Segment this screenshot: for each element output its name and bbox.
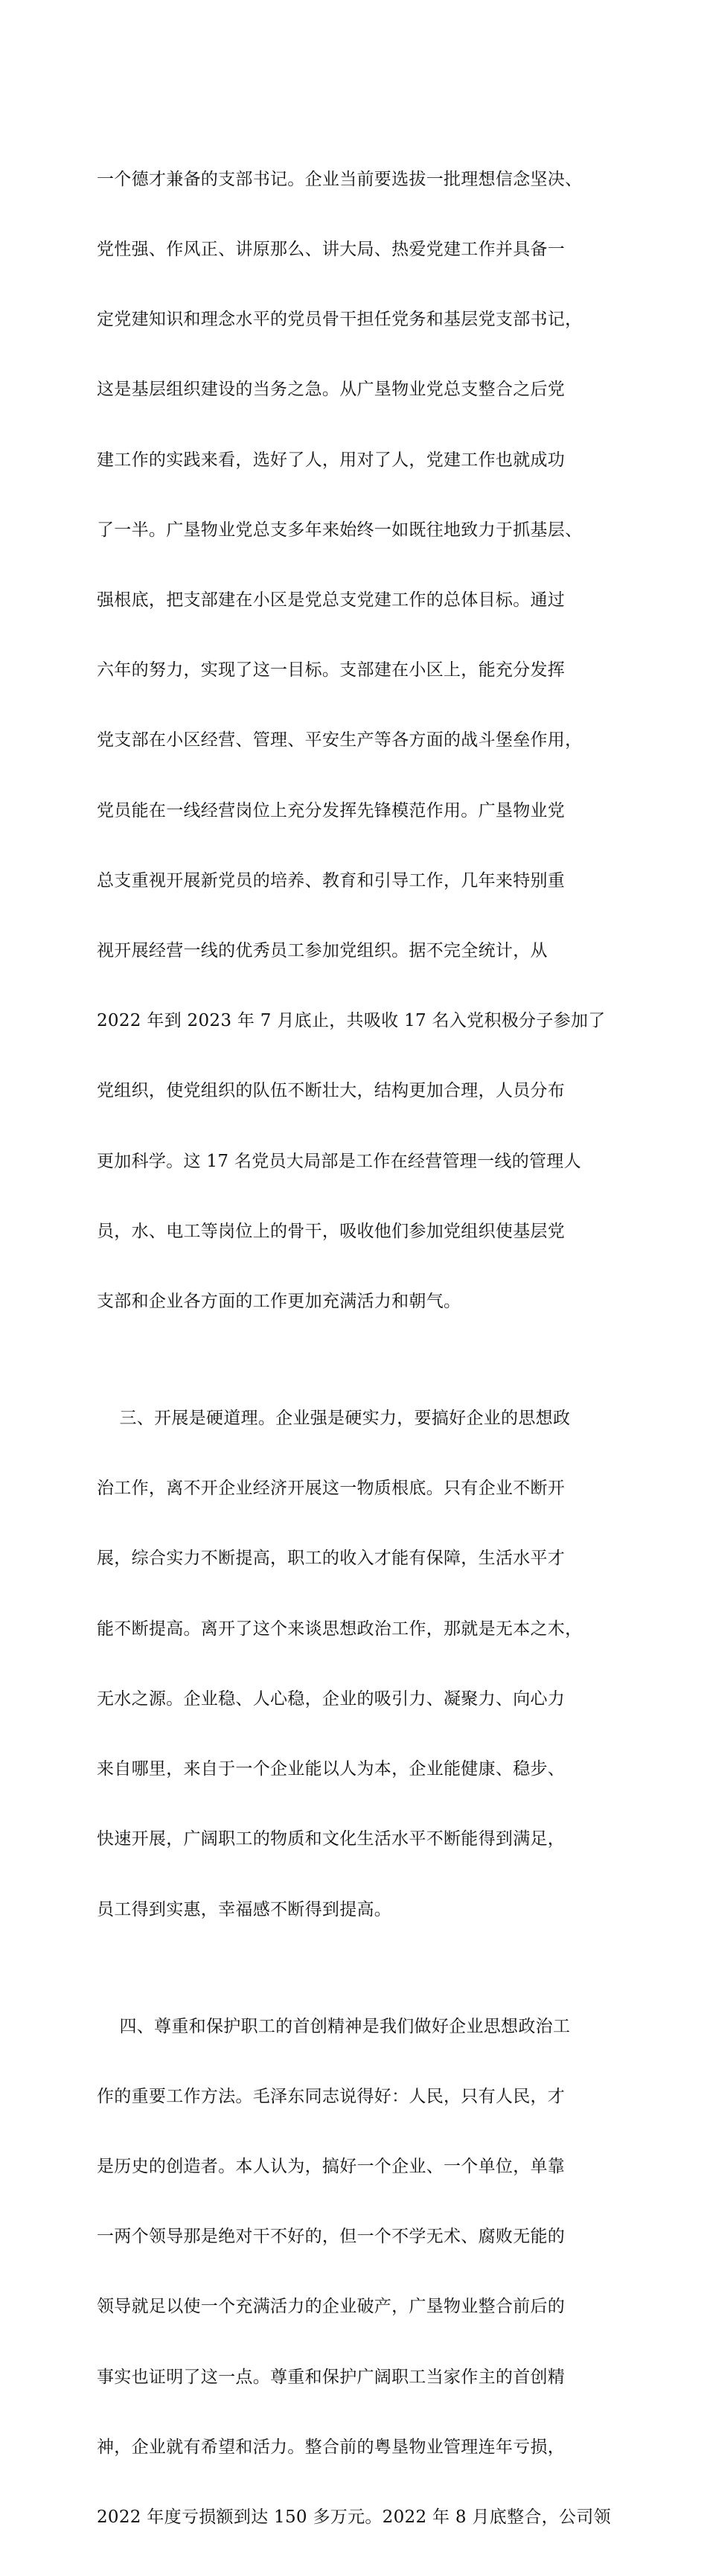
text-line: 定党建知识和理念水平的党员骨干担任党务和基层党支部书记， — [97, 310, 583, 330]
text-line: 员，水、电工等岗位上的骨干，吸收他们参加党组织使基层党 — [97, 1221, 566, 1241]
text-line: 这是基层组织建设的当务之急。从广垦物业党总支整合之后党 — [97, 380, 566, 400]
paragraph-section-four — [97, 1968, 618, 2576]
text-line: 党员能在一线经营岗位上充分发挥先锋模范作用。广垦物业党 — [97, 800, 566, 820]
text-line: 来自哪里，来自于一个企业能以人为本，企业能健康、稳步、 — [97, 1759, 566, 1779]
text-line: 是历史的创造者。本人认为，搞好一个企业、一个单位，单靠 — [97, 2156, 566, 2176]
text-line: 三、开展是硬道理。企业强是硬实力，要搞好企业的思想政 — [97, 1409, 571, 1429]
text-line: 事实也证明了这一点。尊重和保护广阔职工当家作主的首创精 — [97, 2367, 566, 2387]
text-line: 领导就足以使一个充满活力的企业破产，广垦物业整合前后的 — [97, 2297, 566, 2317]
text-line: 一个德才兼备的支部书记。企业当前要选拔一批理想信念坚决、 — [97, 169, 583, 189]
text-line: 快速开展，广阔职工的物质和文化生活水平不断能得到满足， — [97, 1829, 566, 1849]
text-line: 视开展经营一线的优秀员工参加党组织。据不完全统计，从 — [97, 941, 548, 961]
text-line: 治工作，离不开企业经济开展这一物质根底。只有企业不断开 — [97, 1479, 566, 1499]
text-line: 了一半。广垦物业党总支多年来始终一如既往地致力于抓基层、 — [97, 520, 583, 540]
text-line: 建工作的实践来看，选好了人，用对了人，党建工作也就成功 — [97, 450, 566, 470]
text-line: 员工得到实惠，幸福感不断得到提高。 — [97, 1899, 392, 1919]
document-body — [97, 121, 618, 2576]
text-line: 一两个领导那是绝对干不好的，但一个不学无术、腐败无能的 — [97, 2227, 566, 2247]
text-line: 总支重视开展新党员的培养、教育和引导工作，几年来特别重 — [97, 870, 566, 890]
text-line: 神，企业就有希望和活力。整合前的粤垦物业管理连年亏损， — [97, 2437, 566, 2457]
text-line: 能不断提高。离开了这个来谈思想政治工作，那就是无本之木， — [97, 1619, 583, 1639]
paragraph-section-three — [97, 1360, 618, 1968]
text-line: 展，综合实力不断提高，职工的收入才能有保障，生活水平才 — [97, 1549, 566, 1569]
text-line: 党支部在小区经营、管理、平安生产等各方面的战斗堡垒作用， — [97, 730, 583, 750]
text-line: 无水之源。企业稳、人心稳，企业的吸引力、凝聚力、向心力 — [97, 1689, 566, 1709]
text-line: 党性强、作风正、讲原那么、讲大局、热爱党建工作并具备一 — [97, 240, 566, 260]
text-line: 2022 年到 2023 年 7 月底止，共吸收 17 名入党积极分子参加了 — [97, 1011, 606, 1031]
text-line: 支部和企业各方面的工作更加充满活力和朝气。 — [97, 1292, 461, 1312]
text-line: 强根底，把支部建在小区是党总支党建工作的总体目标。通过 — [97, 590, 566, 610]
text-line: 更加科学。这 17 名党员大局部是工作在经营管理一线的管理人 — [97, 1151, 581, 1171]
text-line: 六年的努力，实现了这一目标。支部建在小区上，能充分发挥 — [97, 660, 566, 680]
text-line: 四、尊重和保护职工的首创精神是我们做好企业思想政治工 — [97, 2016, 571, 2036]
text-line: 2022 年度亏损额到达 150 多万元。2022 年 8 月底整合，公司领 — [97, 2507, 611, 2527]
text-line: 党组织，使党组织的队伍不断壮大，结构更加合理，人员分布 — [97, 1081, 566, 1101]
paragraph-party-branch — [97, 121, 618, 1360]
text-line: 作的重要工作方法。毛泽东同志说得好：人民，只有人民，才 — [97, 2086, 566, 2106]
